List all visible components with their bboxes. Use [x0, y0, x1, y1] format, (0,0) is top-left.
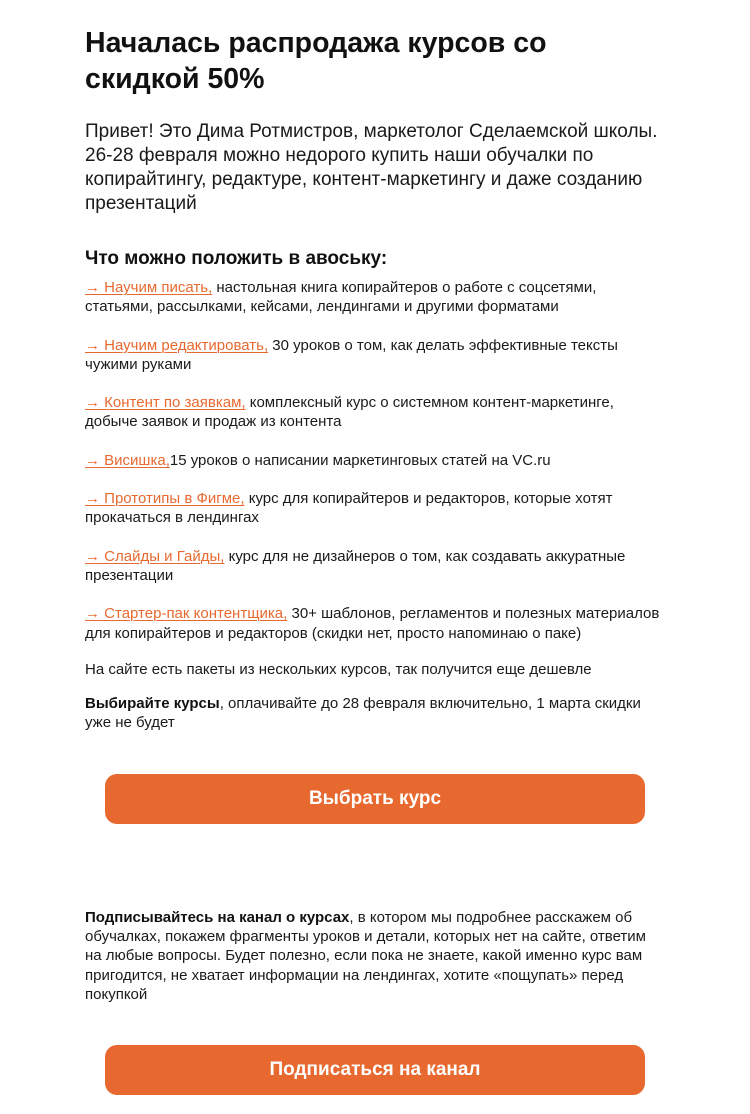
course-item-starter-pack	[85, 604, 665, 643]
packs-note: На сайте есть пакеты из нескольких курсов, так получится еще дешевле	[85, 660, 592, 678]
course-link-slides[interactable]: → Слайды и Гайды,	[85, 547, 225, 565]
course-desc-vc: 15 уроков о написании маркетинговых статей на VC.ru	[169, 451, 551, 469]
course-item-vc	[85, 451, 665, 470]
choose-bold: Выбирайте курсы	[85, 695, 220, 713]
course-desc-write: настольная книга копирайтеров о работе с соцсетями, статьями, рассылками, кейсами, лендингами и другими форматами	[85, 279, 597, 316]
course-link-starter-pack[interactable]: → Стартер-пак контентщика,	[85, 605, 288, 623]
course-item-content-leads	[85, 393, 665, 432]
course-item-figma	[85, 489, 665, 528]
course-link-vc[interactable]: → Висишка,	[85, 451, 170, 469]
channel-bold: Подписывайтесь на канал о курсах	[85, 908, 350, 926]
section-spacer	[85, 824, 665, 908]
course-link-edit[interactable]: → Научим редактировать,	[85, 336, 269, 354]
course-desc-edit: 30 уроков о том, как делать эффективные тексты чужими руками	[85, 336, 618, 373]
course-desc-content-leads: комплексный курс о системном контент-маркетинге, добыче заявок и продаж из контента	[85, 394, 614, 431]
course-link-content-leads[interactable]: → Контент по заявкам,	[85, 394, 246, 412]
choose-rest: , оплачивайте до 28 февраля включительно, 1 марта скидки уже не будет	[85, 695, 641, 732]
course-desc-slides: курс для не дизайнеров о том, как создавать аккуратные презентации	[85, 547, 626, 584]
headline: Началась распродажа курсов со скидкой 50%	[85, 27, 547, 95]
course-link-write[interactable]: → Научим писать,	[85, 279, 213, 296]
email-body	[85, 0, 665, 1095]
subscribe-channel-button[interactable]: Подписаться на канал	[105, 1045, 645, 1095]
course-list	[85, 278, 665, 643]
course-item-edit	[85, 336, 665, 375]
choose-course-button[interactable]: Выбрать курс	[105, 774, 645, 824]
course-item-slides	[85, 547, 665, 586]
channel-paragraph	[85, 908, 665, 1004]
channel-rest: , в котором мы подробнее расскажем об обучалках, покажем фрагменты уроков и детали, которых нет на сайте, ответим на любые вопросы. Будет полезно, если пока не знаете, какой именно курс вам пригодится, не хватает информации на лендингах, хотите «пощупать» перед покупкой	[85, 908, 646, 1003]
intro-paragraph: Привет! Это Дима Ротмистров, маркетолог Сделаемской школы. 26-28 февраля можно недорого купить наши обучалки по копирайтингу, редактуре, контент-маркетингу и даже созданию презентаций	[85, 121, 658, 214]
course-link-figma[interactable]: → Прототипы в Фигме,	[85, 490, 245, 508]
course-desc-starter-pack: 30+ шаблонов, регламентов и полезных материалов для копирайтеров и редакторов (скидки нет, просто напоминаю о паке)	[85, 605, 660, 642]
section-title: Что можно положить в авоську:	[85, 248, 388, 269]
course-desc-figma: курс для копирайтеров и редакторов, которые хотят прокачаться в лендингах	[85, 490, 613, 527]
choose-paragraph	[85, 694, 665, 733]
course-item-write	[85, 278, 665, 317]
